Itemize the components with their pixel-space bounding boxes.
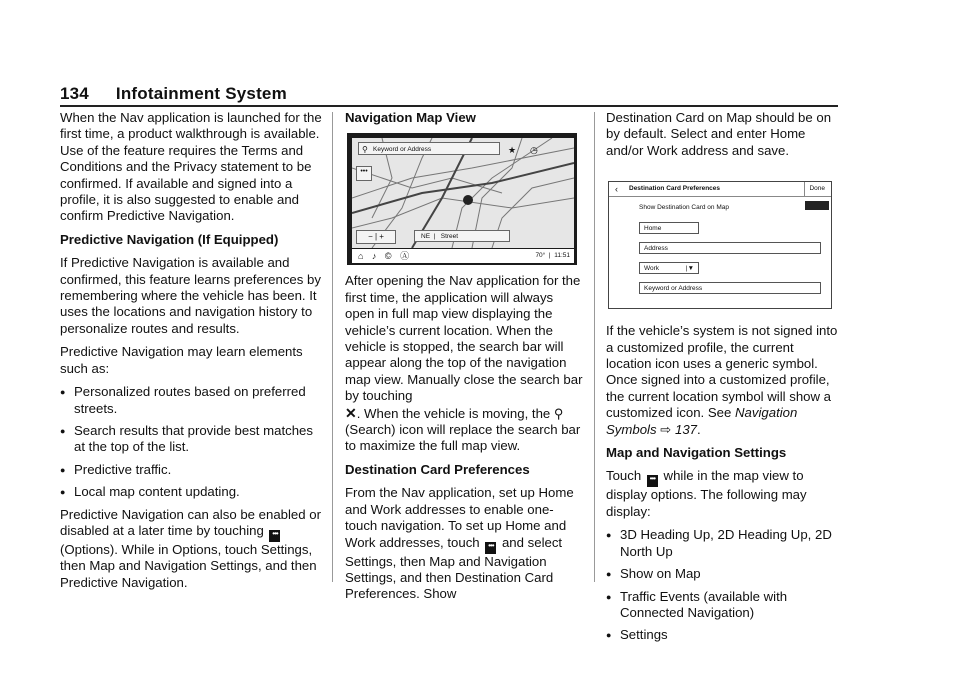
- heading: Predictive Navigation (If Equipped): [60, 231, 279, 247]
- column-3: [606, 110, 838, 650]
- done-button[interactable]: Done: [804, 182, 825, 196]
- address-field[interactable]: Address: [639, 242, 821, 254]
- zoom-control[interactable]: − | +: [356, 230, 396, 244]
- paragraph: If Predictive Navigation is available and confirmed, this feature learns preferences by remembering where the vehicle has been. It uses the locations and navigation history to personalize routes and results.: [60, 255, 321, 336]
- column-2: [345, 110, 583, 610]
- star-icon[interactable]: ★: [508, 145, 517, 156]
- map-view: [352, 138, 574, 248]
- cross-reference-link[interactable]: Navigation Symbols: [606, 405, 798, 437]
- page-header: [60, 84, 287, 104]
- column-divider: [594, 112, 595, 582]
- paragraph: When the Nav application is launched for the first time, a product walkthrough is available. Use of the feature requires the Terms and Conditions and the Privacy statement to be confirmed. If available and signed into a profile, it is also suggested to enable and confirm Predictive Navigation.: [60, 110, 322, 224]
- search-icon: ⚲: [553, 405, 564, 421]
- list-item: ● Search results that provide best matches at the top of the list.: [60, 423, 322, 456]
- keyword-field[interactable]: Keyword or Address: [639, 282, 821, 294]
- page-number: 134: [60, 84, 89, 103]
- paragraph: Predictive Navigation can also be enabled or disabled at a later time by touching ••• (Options). While in Options, touch Settings, then Map and Navigation Settings, and then Predictive Navigation.: [60, 506, 321, 590]
- heading: Navigation Map View: [345, 110, 476, 125]
- list-item: ● Settings: [606, 627, 838, 643]
- heading: Destination Card Preferences: [345, 461, 530, 477]
- home-icon[interactable]: ⌂ ♪ © Ⓐ: [358, 251, 413, 262]
- paragraph: Predictive Navigation may learn elements such as:: [60, 344, 303, 376]
- options-icon: •••: [485, 542, 496, 554]
- paragraph: After opening the Nav application for the first time, the application will always open in full map view displaying the vehicle’s current location. When the vehicle is stopped, the search bar will appear along the top of the navigation map view. Manually close the search bar by touching ✕. When the vehicle is moving, the ⚲ (Search) icon will replace the search bar to maximize the full map view.: [345, 273, 583, 454]
- setting-label: Show Destination Card on Map: [639, 204, 729, 212]
- list-item: ● 3D Heading Up, 2D Heading Up, 2D North Up: [606, 527, 838, 560]
- list-item: ● Show on Map: [606, 566, 838, 582]
- column-1: [60, 110, 322, 598]
- column-divider: [332, 112, 333, 582]
- search-bar[interactable]: ⚲ Keyword or Address: [358, 142, 500, 155]
- list-item: ● Personalized routes based on preferred streets.: [60, 384, 322, 417]
- options-icon: •••: [269, 530, 280, 542]
- paragraph: Touch ••• while in the map view to display options. The following may display:: [606, 468, 807, 519]
- section-title: Infotainment System: [115, 84, 287, 103]
- paragraph: Destination Card on Map should be on by default. Select and enter Home and/or Work address and save.: [606, 110, 832, 158]
- bullet-list: [606, 527, 838, 643]
- screen-top-bar: ‹ Destination Card Preferences Done: [609, 182, 831, 197]
- list-item: ● Traffic Events (available with Connected Navigation): [606, 589, 838, 622]
- page-ref-icon: ⇨: [660, 421, 672, 437]
- street-readout: NE | Street: [414, 230, 510, 242]
- home-field[interactable]: Home: [639, 222, 699, 234]
- show-card-toggle[interactable]: [805, 201, 829, 210]
- header-rule: [60, 105, 838, 107]
- status-bar: [352, 249, 574, 263]
- close-icon: ✕: [345, 404, 357, 421]
- chevron-down-icon: |▼: [685, 265, 694, 273]
- paragraph: From the Nav application, set up Home and Work addresses to enable one-touch navigation. To set up Home and Work addresses, touch ••• and select Settings, then Map and Navigation Settings, and then Destination Card Preferences. Show: [345, 485, 574, 602]
- options-button[interactable]: •••: [356, 166, 372, 181]
- bullet-list: [60, 384, 322, 500]
- options-icon: •••: [647, 475, 658, 487]
- heading: Map and Navigation Settings: [606, 445, 787, 461]
- nav-map-screenshot: [347, 133, 577, 265]
- search-icon: ⚲: [362, 145, 368, 155]
- work-field[interactable]: Work |▼: [639, 262, 699, 274]
- clock-icon[interactable]: ◷: [530, 145, 538, 156]
- status-readout: 70° | 11:51: [535, 252, 570, 260]
- list-item: ● Predictive traffic.: [60, 462, 322, 478]
- paragraph: If the vehicle’s system is not signed into a customized profile, the current location icon uses a generic symbol. Once signed into a customized profile, the current location symbol will show a customized icon. See Navigation Symbols ⇨ 137.: [606, 323, 838, 437]
- list-item: ● Local map content updating.: [60, 484, 322, 500]
- destination-card-screenshot: [608, 181, 832, 309]
- back-icon[interactable]: ‹: [615, 184, 618, 195]
